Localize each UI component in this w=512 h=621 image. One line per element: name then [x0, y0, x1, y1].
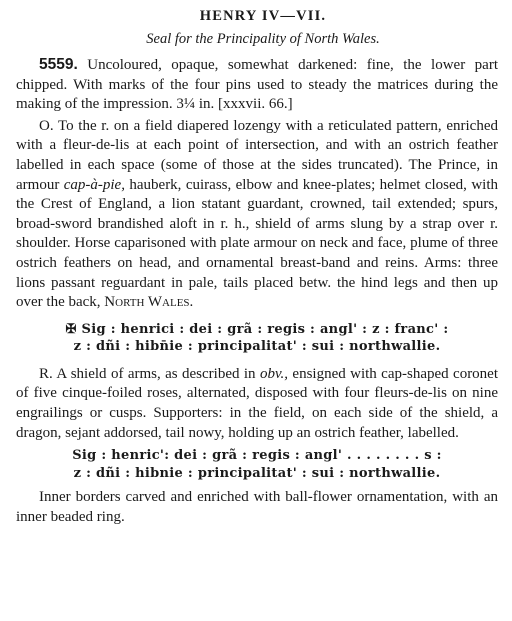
- entry-number: 5559.: [39, 56, 78, 73]
- reverse-legend-line-1: Sig : henric': dei : grã : regis : angl' . . . . . . . . s :: [72, 448, 442, 464]
- page-title: HENRY IV—VII.: [199, 8, 327, 24]
- obverse-description: [16, 117, 498, 313]
- reverse-intro: R. A shield of arms, as described in: [39, 365, 256, 382]
- obverse-term: cap-à-pie,: [63, 176, 125, 193]
- reverse-legend: [16, 447, 498, 482]
- entry-description-text: Uncoloured, opaque, somewhat darkened: fine, the lower part chipped. With marks of the four pins used to steady the matrices during the making of the impression. 3¼ in. [xxxvii. 66.]: [16, 57, 498, 113]
- obverse-body: hauberk, cuirass, elbow and knee-plates; helmet closed, with the Crest of England, a lion statant guardant, crowned, tail extended; spurs, broad-sword brandished aloft in r. h., shield of arms slung by a strap over r. shoulder. Horse caparisoned with plate armour on neck and face, plume of three ostrich feathers on head, and ornamental breast-band and reins. Arms: three lions passant reguardant in pale, tails placed betw. the hind legs and then up over the back,: [16, 176, 498, 311]
- entry-description: [16, 55, 498, 115]
- reverse-description: [16, 365, 498, 443]
- obverse-intro: O. To the r. on a field diapered lozengy with a reticulated pattern, enriched with a fleur-de-lis at each point of intersection, and with an ostrich feather labelled in each space (some of those at the sides truncated). The Prince, in armour: [16, 117, 498, 193]
- reverse-term: obv.,: [259, 365, 288, 382]
- obverse-legend: [16, 321, 498, 356]
- borders-description: Inner borders carved and enriched with ball-flower ornamentation, with an inner beaded ring.: [16, 489, 498, 525]
- obverse-place: North Wales.: [104, 294, 194, 311]
- page-subtitle: Seal for the Principality of North Wales.: [146, 31, 380, 47]
- reverse-legend-line-2: z : dñi : hibnie : principalitat' : sui : northwallie.: [73, 465, 441, 481]
- obverse-legend-line-2: z : dñi : hibn̄ie : principalitat' : sui : northwallie.: [73, 339, 441, 355]
- reverse-body: ensigned with cap-shaped coronet of five cinque-foiled roses, alternated, disposed with four fleurs-de-lis on nine engrailings or cusps. Supporters: in the field, on each side of the shield, a dragon, sejant addorsed, tail nowy, holding up an ostrich feather, labelled.: [16, 365, 499, 441]
- obverse-legend-line-1: ✠ Sig : henrici : dei : grã : regis : angl' : z : franc' :: [65, 321, 449, 337]
